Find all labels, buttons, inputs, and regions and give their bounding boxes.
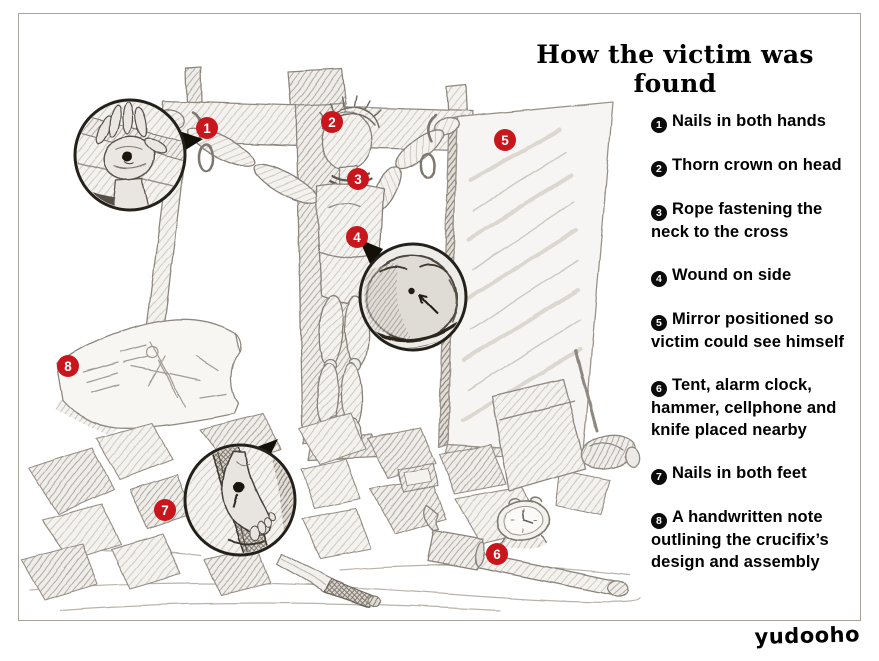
legend-badge-8: 8 (651, 513, 667, 529)
marker-7: 7 (154, 499, 176, 521)
legend-item-7 (651, 462, 853, 485)
artist-signature: yudooho (754, 622, 861, 650)
legend (651, 110, 853, 594)
legend-item-2 (651, 154, 853, 177)
legend-badge-4: 4 (651, 271, 667, 287)
marker-2: 2 (321, 111, 343, 133)
legend-badge-2: 2 (651, 161, 667, 177)
legend-text-1: Nails in both hands (672, 112, 827, 130)
legend-item-4 (651, 264, 853, 287)
foot-closeup-inset (185, 438, 304, 560)
legend-item-6 (651, 374, 853, 441)
marker-1: 1 (196, 117, 218, 139)
foot-nail-head (234, 482, 245, 493)
legend-item-3 (651, 198, 853, 243)
hand-nail-hole (122, 152, 132, 162)
legend-badge-5: 5 (651, 315, 667, 331)
legend-badge-1: 1 (651, 117, 667, 133)
legend-text-8: A handwritten note outlining the crucifix’s design and assembly (651, 508, 829, 571)
legend-item-8 (651, 506, 853, 573)
legend-item-1 (651, 110, 853, 133)
legend-text-4: Wound on side (672, 266, 792, 284)
legend-item-5 (651, 308, 853, 353)
marker-3: 3 (347, 168, 369, 190)
legend-text-2: Thorn crown on head (672, 156, 842, 174)
legend-text-3: Rope fastening the neck to the cross (651, 200, 823, 241)
legend-text-5: Mirror positioned so victim could see himself (651, 310, 845, 351)
marker-4: 4 (346, 226, 368, 248)
legend-text-6: Tent, alarm clock, hammer, cellphone and knife placed nearby (651, 376, 837, 439)
legend-badge-3: 3 (651, 205, 667, 221)
note-sketch (55, 319, 240, 436)
marker-6: 6 (486, 543, 508, 565)
knife-sketch (277, 553, 380, 607)
marker-5: 5 (494, 129, 516, 151)
wound-dot (408, 288, 414, 294)
page-title: How the victim was found (536, 40, 814, 98)
legend-badge-7: 7 (651, 469, 667, 485)
marker-8: 8 (57, 355, 79, 377)
legend-badge-6: 6 (651, 381, 667, 397)
legend-text-7: Nails in both feet (672, 464, 807, 482)
